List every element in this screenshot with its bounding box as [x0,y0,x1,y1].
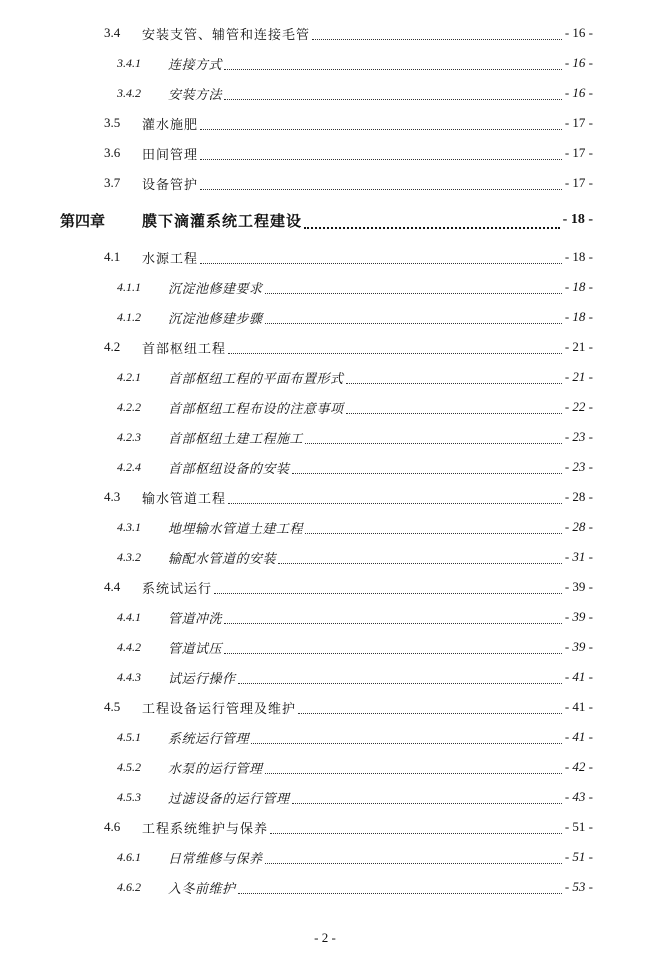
toc-entry-number: 4.5 [104,699,121,714]
toc-entry[interactable] [0,362,650,392]
toc-entry-page: - 17 - [564,175,593,190]
toc-entry-title: 首部枢纽工程布设的注意事项 [168,401,344,417]
toc-entry-page: - 41 - [564,729,593,744]
toc-entry-number: 4.3.1 [117,519,141,534]
toc-entry-page: - 18 - [562,212,593,227]
dot-leader [265,863,562,864]
toc-entry-title: 沉淀池修建步骤 [168,311,263,327]
toc-entry[interactable] [0,512,650,542]
toc-entry[interactable] [0,812,650,842]
toc-entry-title: 输配水管道的安装 [168,551,277,567]
toc-entry-page: - 28 - [564,519,593,534]
dot-leader [292,803,562,804]
toc-entry-title: 设备管护 [142,177,199,193]
toc-entry-page: - 17 - [564,145,593,160]
toc-entry-number: 4.6.1 [117,849,141,864]
dot-leader [346,413,562,414]
toc-entry[interactable] [0,872,650,902]
toc-entry-title: 灌水施肥 [142,117,199,133]
toc-chapter-entry[interactable] [0,198,650,242]
dot-leader [346,383,562,384]
toc-entry-title: 沉淀池修建要求 [168,281,263,297]
toc-entry[interactable] [0,422,650,452]
toc-entry-page: - 18 - [564,309,593,324]
toc-entry-page: - 39 - [564,609,593,624]
toc-entry-page: - 51 - [564,849,593,864]
toc-entry[interactable] [0,662,650,692]
dot-leader [312,39,562,40]
dot-leader [265,773,562,774]
toc-entry-number: 3.4 [104,25,121,40]
dot-leader [200,129,562,130]
toc-entry[interactable] [0,722,650,752]
toc-entry-page: - 43 - [564,789,593,804]
toc-entry-number: 4.5.2 [117,759,141,774]
toc-entry-title: 日常维修与保养 [168,851,263,867]
toc-entry-number: 3.4.2 [117,85,141,100]
toc-entry-number: 4.2.2 [117,399,141,414]
toc-entry-title: 首部枢纽工程的平面布置形式 [168,371,344,387]
toc-entry-number: 4.4.2 [117,639,141,654]
toc-entry-page: - 28 - [564,489,593,504]
toc-entry-page: - 42 - [564,759,593,774]
toc-entry-number: 4.1.2 [117,309,141,324]
toc-entry-title: 首部枢纽设备的安装 [168,461,290,477]
dot-leader [292,473,562,474]
toc-entry-page: - 18 - [564,279,593,294]
dot-leader [224,653,562,654]
dot-leader [238,893,562,894]
toc-entry-page: - 41 - [564,699,593,714]
dot-leader [278,563,562,564]
toc-entry[interactable] [0,78,650,108]
toc-entry-title: 安装方法 [168,87,223,103]
toc-entry-number: 4.2.4 [117,459,141,474]
toc-entry-page: - 21 - [564,339,593,354]
toc-entry-number: 4.2.1 [117,369,141,384]
toc-entry[interactable] [0,842,650,872]
dot-leader [224,623,562,624]
toc-entry-page: - 51 - [564,819,593,834]
toc-entry-number: 4.4.1 [117,609,141,624]
toc-entry[interactable] [0,168,650,198]
toc-entry-title: 地埋输水管道土建工程 [168,521,304,537]
dot-leader [251,743,562,744]
toc-entry-number: 4.2.3 [117,429,141,444]
toc-entry-title: 入冬前维护 [168,881,236,897]
toc-entry-number: 3.6 [104,145,121,160]
toc-entry[interactable] [0,542,650,572]
dot-leader [265,323,562,324]
toc-entry[interactable] [0,692,650,722]
toc-entry-page: - 16 - [564,85,593,100]
toc-entry-page: - 41 - [564,669,593,684]
toc-entry-number: 4.5.1 [117,729,141,744]
toc-entry-number: 4.2 [104,339,121,354]
toc-entry-number: 3.7 [104,175,121,190]
toc-entry-page: - 17 - [564,115,593,130]
table-of-contents [0,18,650,902]
toc-entry-number: 第四章 [60,211,106,230]
toc-entry[interactable] [0,392,650,422]
toc-entry-page: - 53 - [564,879,593,894]
dot-leader [265,293,562,294]
toc-entry-page: - 23 - [564,429,593,444]
toc-entry-number: 4.1.1 [117,279,141,294]
toc-entry-number: 4.1 [104,249,121,264]
toc-entry[interactable] [0,482,650,512]
dot-leader [238,683,562,684]
toc-entry[interactable] [0,752,650,782]
toc-entry-title: 膜下滴灌系统工程建设 [142,211,303,230]
toc-entry-page: - 18 - [564,249,593,264]
toc-entry-title: 水源工程 [142,251,199,267]
toc-entry[interactable] [0,272,650,302]
toc-entry[interactable] [0,782,650,812]
toc-entry-number: 4.4 [104,579,121,594]
toc-entry-title: 首部枢纽工程 [142,341,227,357]
dot-leader [228,353,562,354]
toc-entry-number: 4.6 [104,819,121,834]
toc-entry-title: 系统运行管理 [168,731,250,747]
dot-leader [224,99,562,100]
toc-entry-title: 系统试运行 [142,581,213,597]
toc-entry[interactable] [0,302,650,332]
toc-entry[interactable] [0,602,650,632]
toc-entry-page: - 16 - [564,55,593,70]
dot-leader [200,189,562,190]
dot-leader [305,443,562,444]
toc-entry-title: 首部枢纽土建工程施工 [168,431,304,447]
toc-entry-number: 4.4.3 [117,669,141,684]
page-number: - 2 - [314,930,336,945]
toc-entry[interactable] [0,452,650,482]
toc-entry-title: 工程系统维护与保养 [142,821,269,837]
toc-entry[interactable] [0,48,650,78]
toc-entry-page: - 22 - [564,399,593,414]
toc-entry-title: 水泵的运行管理 [168,761,263,777]
toc-entry-number: 4.5.3 [117,789,141,804]
toc-entry-page: - 16 - [564,25,593,40]
toc-entry-page: - 31 - [564,549,593,564]
toc-entry[interactable] [0,108,650,138]
toc-entry-page: - 21 - [564,369,593,384]
dot-leader [270,833,562,834]
toc-entry-title: 管道试压 [168,641,223,657]
toc-entry[interactable] [0,242,650,272]
dot-leader [305,533,562,534]
toc-entry[interactable] [0,138,650,168]
toc-entry-title: 安装支管、辅管和连接毛管 [142,27,311,43]
dot-leader [298,713,562,714]
toc-entry-page: - 39 - [564,579,593,594]
toc-entry-number: 4.3 [104,489,121,504]
toc-entry-title: 试运行操作 [168,671,236,687]
dot-leader [200,263,562,264]
toc-entry-page: - 23 - [564,459,593,474]
toc-entry-title: 连接方式 [168,57,223,73]
toc-entry-number: 3.4.1 [117,55,141,70]
toc-entry-number: 3.5 [104,115,121,130]
toc-entry-number: 4.6.2 [117,879,141,894]
dot-leader [214,593,562,594]
toc-entry-title: 工程设备运行管理及维护 [142,701,297,717]
dot-leader [224,69,562,70]
toc-entry[interactable] [0,18,650,48]
dot-leader [200,159,562,160]
toc-entry-title: 管道冲洗 [168,611,223,627]
toc-entry-title: 输水管道工程 [142,491,227,507]
dot-leader [228,503,562,504]
toc-entry-number: 4.3.2 [117,549,141,564]
toc-entry[interactable] [0,632,650,662]
toc-entry[interactable] [0,572,650,602]
toc-entry-title: 田间管理 [142,147,199,163]
dot-leader [304,227,560,229]
toc-entry[interactable] [0,332,650,362]
toc-entry-title: 过滤设备的运行管理 [168,791,290,807]
toc-entry-page: - 39 - [564,639,593,654]
